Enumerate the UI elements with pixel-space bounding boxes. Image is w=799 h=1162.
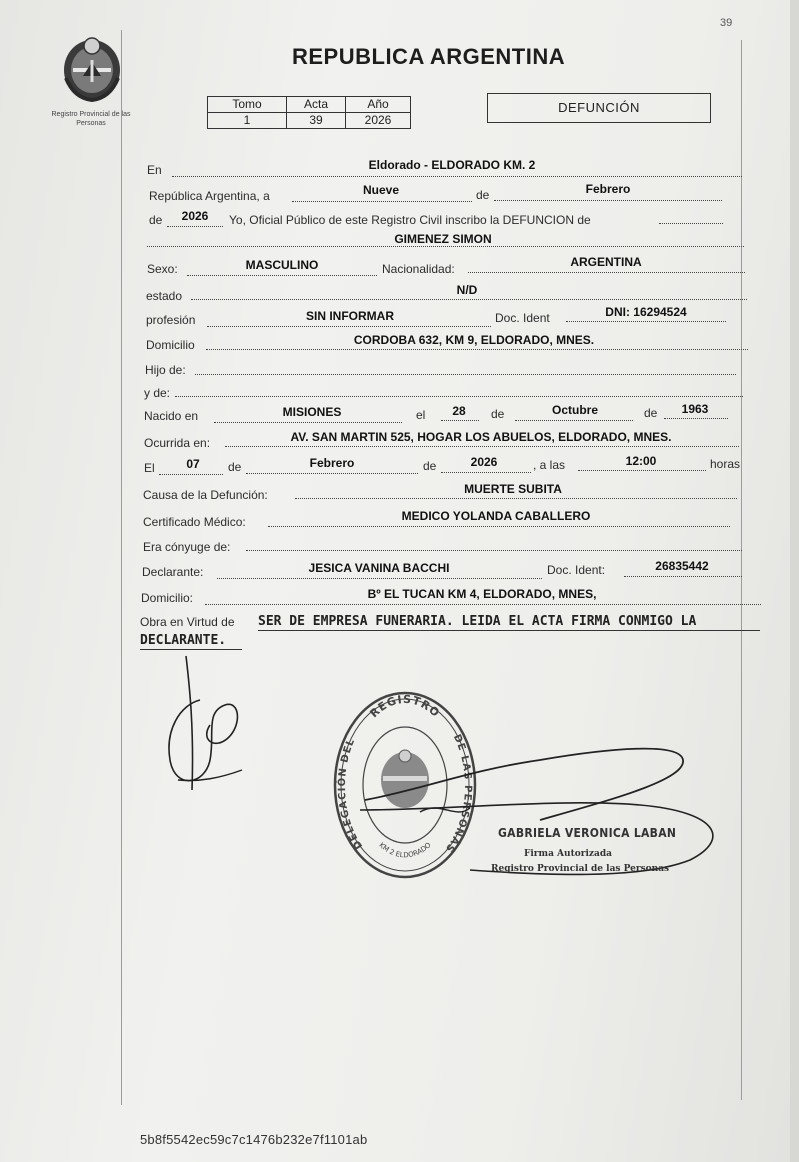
document-hash: 5b8f5542ec59c7c1476b232e7f1101ab xyxy=(140,1132,368,1147)
label-el-upper: El xyxy=(144,461,155,475)
label-de: de xyxy=(476,188,490,202)
seal-top-text: REGISTRO xyxy=(367,692,443,721)
field-causa: MUERTE SUBITA xyxy=(464,482,562,496)
underline xyxy=(140,649,242,650)
dotted-line xyxy=(566,321,726,322)
field-dia: Nueve xyxy=(362,183,400,197)
field-def-anio: 2026 xyxy=(470,455,498,469)
dotted-line xyxy=(246,473,418,474)
label-ocurrida-en: Ocurrida en: xyxy=(144,436,211,450)
field-lugar: Eldorado - ELDORADO KM. 2 xyxy=(368,158,536,172)
label-hijo-de: Hijo de: xyxy=(145,363,186,377)
value-anio: 2026 xyxy=(346,113,411,129)
field-declarante-doc: 26835442 xyxy=(655,559,709,573)
header-acta: Acta xyxy=(287,97,346,113)
field-obra-line2: DECLARANTE. xyxy=(140,633,227,648)
value-acta: 39 xyxy=(287,113,346,129)
signer-role: Firma Autorizada xyxy=(524,849,612,859)
field-estado: N/D xyxy=(456,283,478,297)
value-tomo: 1 xyxy=(208,113,287,129)
field-def-mes: Febrero xyxy=(309,456,355,470)
field-nac-anio: 1963 xyxy=(681,402,709,416)
field-declarante: JESICA VANINA BACCHI xyxy=(308,561,450,575)
dotted-line xyxy=(175,396,743,397)
label-y-de: y de: xyxy=(144,386,171,400)
label-de: de xyxy=(228,460,242,474)
coat-of-arms-icon xyxy=(56,32,128,104)
dotted-line xyxy=(659,223,723,224)
field-profesion: SIN INFORMAR xyxy=(306,309,394,323)
label-de: de xyxy=(491,407,505,421)
dotted-line xyxy=(205,604,761,605)
field-sexo: MASCULINO xyxy=(245,258,319,272)
label-de: de xyxy=(149,213,163,227)
dotted-line xyxy=(195,374,736,375)
dotted-line xyxy=(468,272,745,273)
label-el: el xyxy=(416,408,426,422)
dotted-line xyxy=(268,526,730,527)
header-anio: Año xyxy=(346,97,411,113)
field-nac-dia: 28 xyxy=(452,404,466,418)
field-mes: Febrero xyxy=(585,182,631,196)
field-obra-line1: SER DE EMPRESA FUNERARIA. LEIDA EL ACTA FIRMA CONMIGO LA xyxy=(258,614,697,629)
label-domicilio2: Domicilio: xyxy=(141,591,194,605)
dotted-line xyxy=(292,201,472,202)
field-ocurrida-en: AV. SAN MARTIN 525, HOGAR LOS ABUELOS, ELDORADO, MNES. xyxy=(290,430,672,444)
dotted-line xyxy=(578,470,706,471)
label-horas: horas xyxy=(710,457,741,471)
label-nacionalidad: Nacionalidad: xyxy=(382,262,455,276)
seal-left-text: DELEGACIÓN DEL xyxy=(336,736,366,851)
field-nombre: GIMENEZ SIMON xyxy=(394,232,492,246)
dotted-line xyxy=(207,326,491,327)
label-nacido-en: Nacido en xyxy=(144,409,199,423)
label-doc-ident: Doc. Ident xyxy=(495,311,550,325)
page-number: 39 xyxy=(720,17,733,29)
label-profesion: profesión xyxy=(146,313,196,327)
dotted-line xyxy=(225,446,739,447)
logo-caption: Registro Provincial de las Personas xyxy=(51,111,131,127)
label-yo: Yo, Oficial Público de este Registro Civil inscribo la DEFUNCION de xyxy=(229,213,591,227)
field-anio: 2026 xyxy=(181,209,209,223)
field-doc-ident: DNI: 16294524 xyxy=(605,305,687,319)
dotted-line xyxy=(246,550,742,551)
dotted-line xyxy=(664,418,728,419)
document-title: REPUBLICA ARGENTINA xyxy=(292,44,566,69)
field-nacionalidad: ARGENTINA xyxy=(570,255,642,269)
dotted-line xyxy=(191,299,747,300)
dotted-line xyxy=(147,246,744,247)
signer-office: Registro Provincial de las Personas xyxy=(491,864,670,874)
label-obra: Obra en Virtud de xyxy=(140,615,235,629)
dotted-line xyxy=(217,578,542,579)
dotted-line xyxy=(441,472,531,473)
underline xyxy=(258,630,760,631)
field-nac-mes: Octubre xyxy=(551,403,599,417)
official-seal-icon xyxy=(330,690,480,880)
dotted-line xyxy=(295,498,737,499)
label-certificado: Certificado Médico: xyxy=(143,515,246,529)
field-domicilio: CORDOBA 632, KM 9, ELDORADO, MNES. xyxy=(353,333,595,347)
label-doc-ident2: Doc. Ident: xyxy=(547,563,606,577)
label-estado: estado xyxy=(146,289,183,303)
field-nacido-en: MISIONES xyxy=(282,405,342,419)
label-declarante: Declarante: xyxy=(142,565,204,579)
dotted-line xyxy=(441,420,479,421)
dotted-line xyxy=(206,349,748,350)
label-domicilio: Domicilio xyxy=(146,338,195,352)
dotted-line xyxy=(172,176,742,177)
seal-bottom-text: KM 2 ELDORADO xyxy=(377,841,433,860)
field-def-dia: 07 xyxy=(186,457,200,471)
label-sexo: Sexo: xyxy=(147,262,178,276)
field-certificado: MEDICO YOLANDA CABALLERO xyxy=(401,509,591,523)
field-declarante-domicilio: Bº EL TUCAN KM 4, ELDORADO, MNES, xyxy=(367,587,597,601)
dotted-line xyxy=(167,226,223,227)
label-de: de xyxy=(644,406,658,420)
right-margin-line xyxy=(741,40,742,1100)
label-conyuge: Era cónyuge de: xyxy=(143,540,231,554)
dotted-line xyxy=(187,275,377,276)
dotted-line xyxy=(159,474,223,475)
label-causa: Causa de la Defunción: xyxy=(143,488,268,502)
dotted-line xyxy=(624,576,742,577)
dotted-line xyxy=(515,420,633,421)
dotted-line xyxy=(494,200,722,201)
seal-right-text: DE LAS PERSONAS xyxy=(442,732,474,855)
left-margin-line xyxy=(121,30,122,1105)
act-type-box: DEFUNCIÓN xyxy=(487,93,711,123)
header-tomo: Tomo xyxy=(208,97,287,113)
label-de: de xyxy=(423,459,437,473)
field-def-hora: 12:00 xyxy=(625,454,657,468)
label-en: En xyxy=(147,163,162,177)
dotted-line xyxy=(214,422,402,423)
label-a-las: , a las xyxy=(533,458,566,472)
signer-name: GABRIELA VERONICA LABAN xyxy=(498,826,677,840)
label-republica: República Argentina, a xyxy=(149,189,270,203)
register-table xyxy=(207,96,411,129)
